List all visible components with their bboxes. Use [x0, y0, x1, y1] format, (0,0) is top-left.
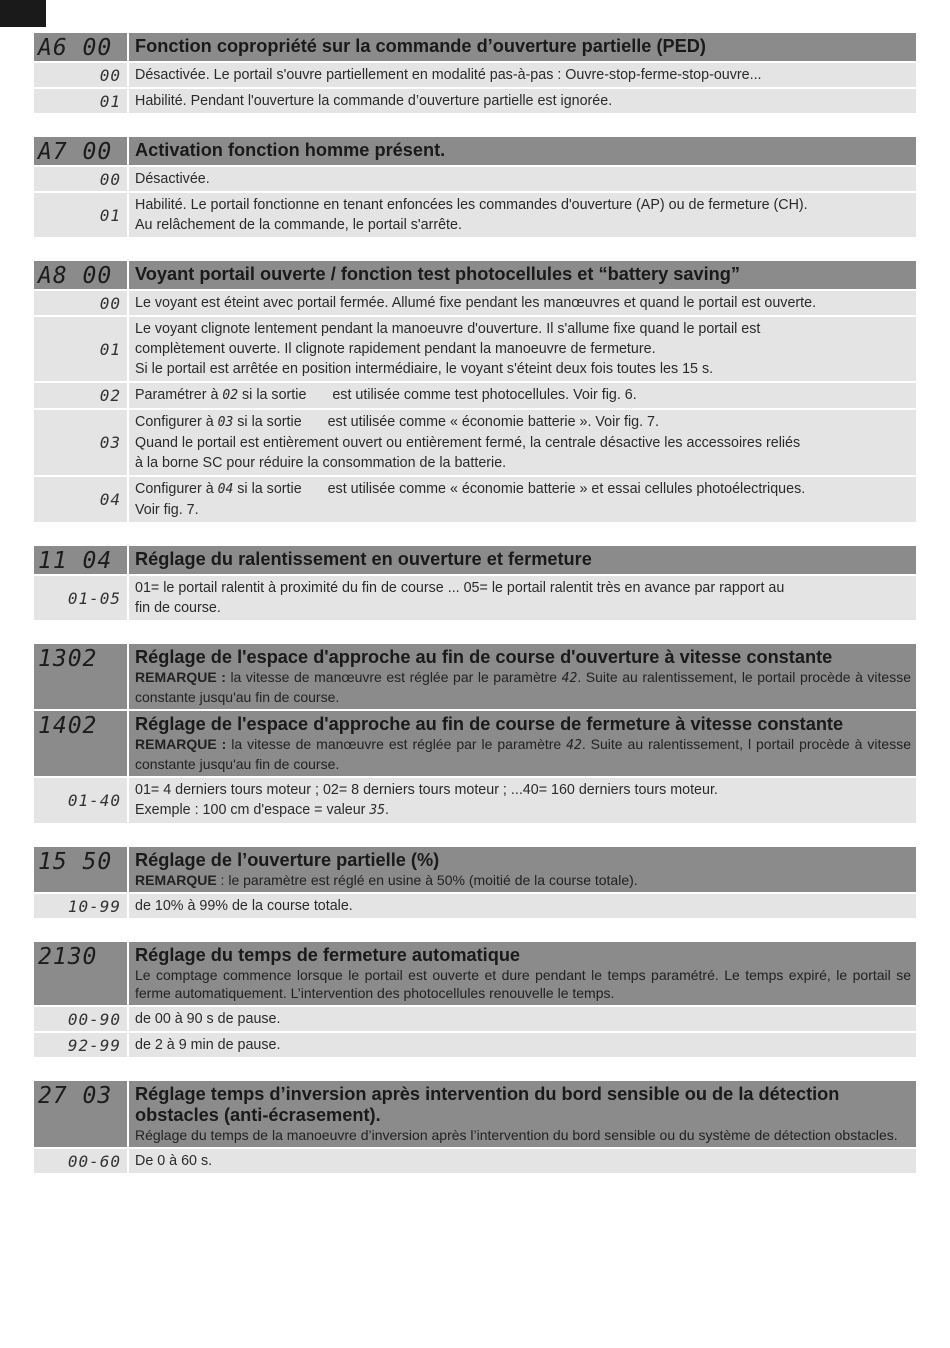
value-row [34, 63, 916, 87]
text-segment: Paramétrer à [135, 387, 223, 403]
text-segment: est utilisée comme « économie batterie ». Voir fig. 7. [323, 414, 659, 430]
text-segment: si la sortie [238, 387, 311, 403]
parameter-section [34, 847, 916, 918]
value-description [129, 89, 916, 113]
description-line: Voir fig. 7. [135, 502, 199, 518]
parameter-heading [129, 261, 916, 289]
text-segment: . Suite au ralentissement, le portail procède à vitesse constante jusqu'au fin de course. [135, 669, 911, 705]
value-code: 01 [34, 193, 127, 237]
parameter-section [34, 261, 916, 522]
value-description [129, 1033, 916, 1057]
value-row [34, 317, 916, 381]
value-row [34, 576, 916, 620]
inline-code: 02 [222, 388, 239, 403]
text-segment: est utilisée comme « économie batterie » et essai cellules photoélectriques. [323, 481, 806, 497]
parameter-note [135, 871, 911, 889]
parameter-code: 1302 [34, 644, 127, 709]
description-line: Quand le portail est entièrement ouvert ou entièrement fermé, la centrale désactive les accessoires reliés [135, 435, 801, 451]
value-code: 01 [34, 89, 127, 113]
inline-code: 42 [566, 738, 582, 753]
description-line: 01= 4 derniers tours moteur ; 02= 8 derniers tours moteur ; ...40= 160 derniers tours moteur. [135, 782, 718, 798]
text-segment: Le comptage commence lorsque le portail est ouverte et dure pendant le temps paramétré. Le temps expiré, le portail se ferme automatiquement. L’intervention des photocellules renouvelle le temps. [135, 967, 911, 1001]
parameter-header-row [34, 942, 916, 1005]
inline-code: 04 [217, 482, 234, 497]
parameter-code: 27 03 [34, 1081, 127, 1147]
description-line: Si le portail est arrêtée en position intermédiaire, le voyant s'éteint deux fois toutes les 15 s. [135, 361, 714, 377]
description-line: à la borne SC pour réduire la consommation de la batterie. [135, 455, 507, 471]
parameter-header-row [34, 644, 916, 709]
value-row [34, 477, 916, 522]
value-description [129, 894, 916, 918]
value-description [129, 63, 916, 87]
value-description [129, 317, 916, 381]
description-line: de 2 à 9 min de pause. [135, 1037, 281, 1053]
parameter-header-row [34, 1081, 916, 1147]
text-segment: est utilisée comme test photocellules. Voir fig. 6. [328, 387, 637, 403]
parameter-heading [129, 644, 916, 709]
value-code: 00 [34, 167, 127, 191]
value-row [34, 291, 916, 315]
value-code: 92-99 [34, 1033, 127, 1057]
value-row [34, 778, 916, 823]
text-segment: . Suite au ralentissement, l portail procède à vitesse constante jusqu'au fin de course. [135, 736, 911, 772]
inline-code: 35 [369, 803, 386, 818]
value-code: 03 [34, 410, 127, 475]
description-line: Désactivée. Le portail s'ouvre partiellement en modalité pas-à-pas : Ouvre-stop-ferme-stop-ouvre... [135, 67, 762, 83]
parameter-header-row [34, 847, 916, 892]
text-segment: la vitesse de manœuvre est réglée par le paramètre [226, 736, 567, 752]
description-line [135, 479, 911, 500]
parameter-title: Réglage du temps de fermeture automatique [135, 945, 521, 965]
parameter-title: Réglage du ralentissement en ouverture et fermeture [135, 549, 592, 569]
value-row [34, 167, 916, 191]
value-description [129, 778, 916, 823]
text-segment: si la sortie [233, 414, 306, 430]
parameter-heading [129, 847, 916, 892]
text-segment: Configurer à [135, 481, 218, 497]
description-line: Le voyant clignote lentement pendant la manoeuvre d'ouverture. Il s'allume fixe quand le portail est [135, 321, 761, 337]
parameter-header-row [34, 261, 916, 289]
parameter-code: A7 00 [34, 137, 127, 165]
value-row [34, 1007, 916, 1031]
note-label: REMARQUE : [135, 669, 226, 685]
description-line: 01= le portail ralentit à proximité du fin de course ... 05= le portail ralentit très en avance par rapport au [135, 580, 785, 596]
text-segment: Exemple : 100 cm d'espace = valeur [135, 802, 370, 818]
value-description [129, 410, 916, 475]
value-row [34, 410, 916, 475]
parameter-code: 15 50 [34, 847, 127, 892]
value-code: 00-60 [34, 1149, 127, 1173]
text-segment: Configurer à [135, 414, 218, 430]
description-line [135, 800, 911, 821]
description-line: Habilité. Le portail fonctionne en tenant enfoncées les commandes d'ouverture (AP) ou de fermeture (CH). [135, 197, 808, 213]
value-code: 00 [34, 63, 127, 87]
value-description [129, 1149, 916, 1173]
parameter-section [34, 1081, 916, 1173]
description-line: Désactivée. [135, 171, 210, 187]
value-description [129, 576, 916, 620]
parameter-table [34, 33, 916, 1197]
value-row [34, 383, 916, 408]
parameter-title: Réglage temps d’inversion après intervention du bord sensible ou de la détection obstacles (anti-écrasement). [135, 1084, 840, 1125]
value-description [129, 193, 916, 237]
parameter-header-row [34, 711, 916, 776]
text-segment: la vitesse de manœuvre est réglée par le paramètre [225, 669, 562, 685]
parameter-code: 2130 [34, 942, 127, 1005]
parameter-header-row [34, 33, 916, 61]
parameter-section [34, 942, 916, 1057]
value-row [34, 193, 916, 237]
value-description [129, 167, 916, 191]
value-code: 02 [34, 383, 127, 408]
value-row [34, 1149, 916, 1173]
text-segment: . [385, 802, 390, 818]
value-row [34, 894, 916, 918]
parameter-heading [129, 546, 916, 574]
parameter-note [135, 1126, 911, 1144]
value-code: 01-05 [34, 576, 127, 620]
value-code: 01-40 [34, 778, 127, 823]
value-description [129, 291, 916, 315]
parameter-heading [129, 137, 916, 165]
parameter-note [135, 966, 911, 1002]
value-row [34, 1033, 916, 1057]
parameter-code: A6 00 [34, 33, 127, 61]
parameter-title: Activation fonction homme présent. [135, 140, 446, 160]
parameter-code: 1402 [34, 711, 127, 776]
parameter-heading [129, 33, 916, 61]
note-label: REMARQUE : [135, 736, 227, 752]
parameter-heading [129, 711, 916, 776]
parameter-title: Réglage de l'espace d'approche au fin de course d'ouverture à vitesse constante [135, 647, 833, 667]
inline-code: 03 [217, 415, 234, 430]
description-line: Habilité. Pendant l'ouverture la commande d’ouverture partielle est ignorée. [135, 93, 613, 109]
page-corner-tab [0, 0, 46, 27]
description-line: De 0 à 60 s. [135, 1153, 213, 1169]
value-row [34, 89, 916, 113]
parameter-heading [129, 1081, 916, 1147]
value-code: 00 [34, 291, 127, 315]
description-line: de 00 à 90 s de pause. [135, 1011, 281, 1027]
inline-code: 42 [561, 671, 578, 686]
description-line [135, 385, 911, 406]
parameter-header-row [34, 137, 916, 165]
value-description [129, 383, 916, 408]
text-segment: si la sortie [233, 481, 306, 497]
parameter-section [34, 644, 916, 823]
parameter-title: Réglage de l'espace d'approche au fin de course de fermeture à vitesse constante [135, 714, 844, 734]
description-line: de 10% à 99% de la course totale. [135, 898, 353, 914]
text-segment: Réglage du temps de la manoeuvre d’inversion après l’intervention du bord sensible ou du système de détection obstacles. [135, 1127, 898, 1143]
parameter-heading [129, 942, 916, 1005]
parameter-header-row [34, 546, 916, 574]
description-line: Au relâchement de la commande, le portail s'arrête. [135, 217, 462, 233]
note-label: REMARQUE [135, 872, 217, 888]
parameter-title: Voyant portail ouverte / fonction test photocellules et “battery saving” [135, 264, 740, 284]
text-segment: : le paramètre est réglé en usine à 50% (moitié de la course totale). [216, 872, 638, 888]
value-code: 01 [34, 317, 127, 381]
parameter-code: 11 04 [34, 546, 127, 574]
parameter-title: Fonction copropriété sur la commande d’ouverture partielle (PED) [135, 36, 706, 56]
value-code: 04 [34, 477, 127, 522]
parameter-section [34, 546, 916, 620]
parameter-title: Réglage de l’ouverture partielle (%) [135, 850, 440, 870]
value-description [129, 1007, 916, 1031]
value-code: 00-90 [34, 1007, 127, 1031]
description-line [135, 412, 911, 433]
parameter-code: A8 00 [34, 261, 127, 289]
parameter-note [135, 735, 911, 773]
description-line: Le voyant est éteint avec portail fermée. Allumé fixe pendant les manœuvres et quand le portail est ouverte. [135, 295, 817, 311]
value-code: 10-99 [34, 894, 127, 918]
value-description [129, 477, 916, 522]
description-line: fin de course. [135, 600, 221, 616]
description-line: complètement ouverte. Il clignote rapidement pendant la manoeuvre de fermeture. [135, 341, 656, 357]
parameter-section [34, 33, 916, 113]
parameter-section [34, 137, 916, 237]
parameter-note [135, 668, 911, 706]
